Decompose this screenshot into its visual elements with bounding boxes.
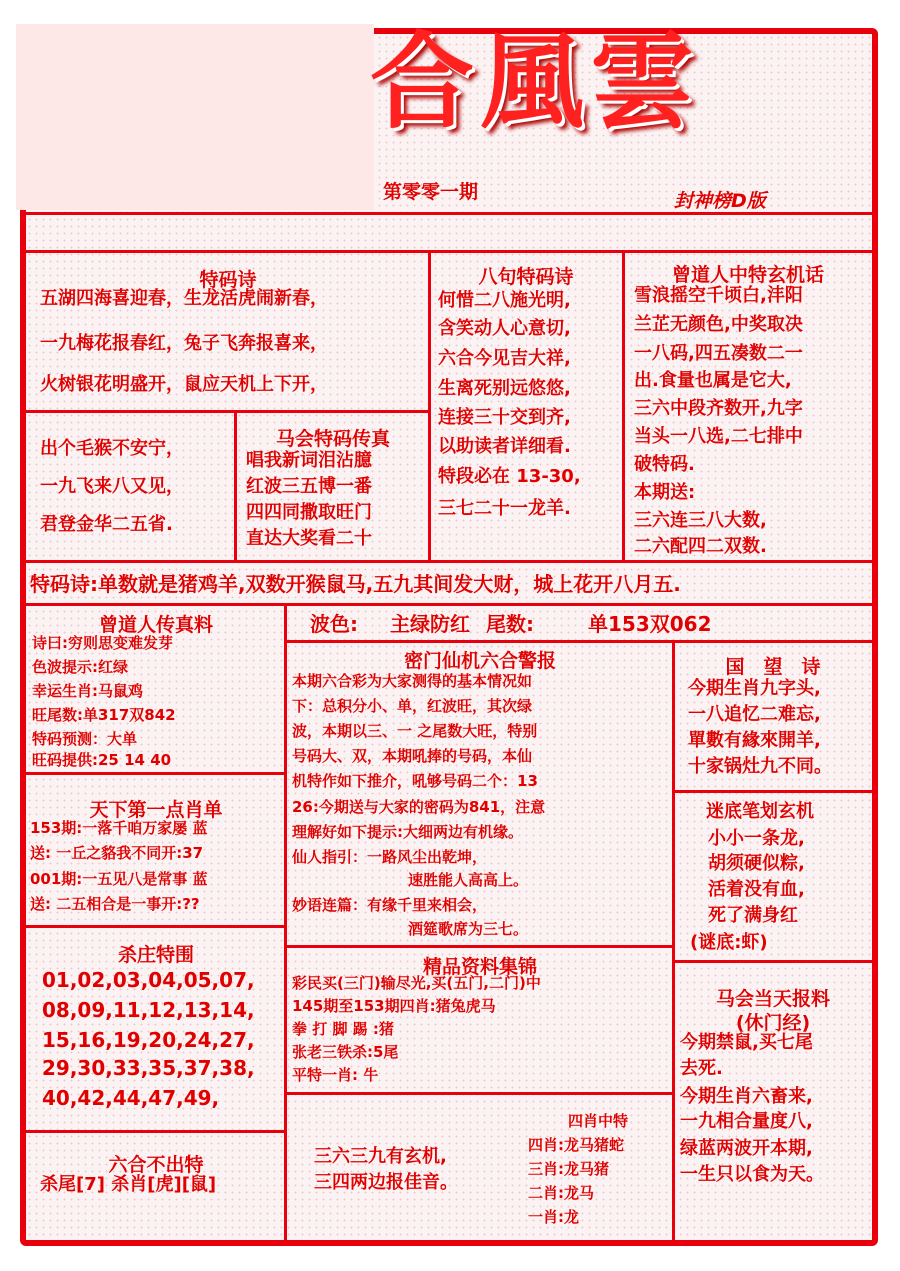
midi-line: 小小一条龙, — [708, 828, 805, 849]
sixiao-line: 四肖:龙马猪蛇 — [528, 1136, 624, 1154]
maohou-line: 君登金华二五省. — [40, 514, 173, 535]
tianxia-line: 153期:一落千咱万家屡 蓝 — [30, 819, 208, 837]
divider — [428, 250, 431, 562]
divider — [26, 250, 872, 253]
divider — [26, 772, 286, 775]
zengdaoren-xuanji-line: 一八码,四五凑数二一 — [634, 343, 803, 364]
zengdaoren-chuanzhen-title: 曾道人传真料 — [98, 614, 213, 636]
guowang-title: 国 望 诗 — [725, 656, 821, 678]
mimen-line: 26:今期送与大家的密码为841，注意 — [292, 798, 546, 816]
bajv-line: 以助读者详细看. — [438, 436, 571, 457]
zengdaoren-chuanzhen-line: 旺码提供:25 14 40 — [32, 751, 172, 769]
divider — [26, 212, 872, 215]
tianxia-line: 001期:一五见八是常事 蓝 — [30, 870, 208, 888]
mimen-line: 仙人指引：一路风尘出乾坤， — [292, 848, 488, 866]
zengdaoren-xuanji-line: 兰芷无颜色,中奖取决 — [634, 314, 803, 335]
zengdaoren-chuanzhen-line: 幸运生肖:马鼠鸡 — [32, 682, 143, 700]
divider — [26, 560, 872, 563]
jingpin-line: 拳 打 脚 踢 :猪 — [292, 1020, 394, 1038]
jingpin-line: 平特一肖: 牛 — [292, 1066, 379, 1084]
bajv-line: 生离死别远悠悠, — [438, 378, 571, 399]
divider — [672, 790, 872, 793]
maohou-line: 一九飞来八又见， — [40, 476, 184, 497]
mahui-chuanzhen-line: 四四同撒取旺门 — [246, 502, 372, 523]
guowang-line: 單數有緣來開羊, — [688, 730, 821, 751]
bajv-line: 连接三十交到齐, — [438, 407, 571, 428]
shazhuang-line: 15,16,19,20,24,27, — [42, 1028, 255, 1052]
shazhuang-title: 杀庄特围 — [117, 944, 194, 966]
maohou-line: 出个毛猴不安宁， — [40, 438, 184, 459]
divider — [622, 250, 625, 562]
bajv-line: 三七二十一龙羊. — [438, 498, 571, 519]
divider — [284, 945, 674, 948]
sanliu-line: 三四两边报佳音。 — [314, 1172, 458, 1193]
jingpin-line: 145期至153期四肖:猪兔虎马 — [292, 997, 496, 1015]
jingpin-line: 张老三铁杀:5尾 — [292, 1043, 399, 1061]
masthead-logo: 合風雲 — [370, 20, 701, 143]
sanliu-line: 三六三九有玄机, — [314, 1146, 447, 1167]
buchute-title: 六合不出特 — [108, 1154, 204, 1176]
tianxia-line: 送: 一丘之貉我不同开:37 — [30, 844, 204, 862]
zengdaoren-chuanzhen-line: 色波提示:红绿 — [32, 658, 128, 676]
tema-shi-banner: 特码诗:单数就是猪鸡羊,双数开猴鼠马,五九其间发大财，城上花开八月五. — [30, 572, 681, 596]
mimen-title: 密门仙机六合警报 — [403, 650, 556, 672]
mimen-line: 理解好如下提示:大细两边有机缘。 — [292, 823, 524, 841]
bajv-line: 特段必在 13-30, — [438, 466, 581, 487]
zengdaoren-chuanzhen-line: 旺尾数:单317双842 — [32, 706, 176, 724]
zengdaoren-xuanji-line: 三六中段齐数开,九字 — [634, 398, 803, 419]
bajv-line: 含笑动人心意切, — [438, 318, 571, 339]
mahui-baoliao-line: 一九相合量度八, — [680, 1111, 813, 1132]
guowang-line: 今期生肖九字头, — [688, 678, 821, 699]
bose-value: 主绿防红 — [390, 612, 470, 636]
divider — [672, 960, 872, 963]
tianxia-title: 天下第一点肖单 — [89, 799, 223, 821]
shazhuang-line: 29,30,33,35,37,38, — [42, 1056, 255, 1080]
sixiao-title: 四肖中特 — [568, 1112, 629, 1130]
mimen-line: 号码大、双，本期吼捧的号码，本仙 — [292, 747, 533, 765]
bose-label: 波色: — [310, 612, 358, 636]
bajv-title: 八句特码诗 — [478, 266, 574, 288]
mimen-line: 本期六合彩为大家测得的基本情况如 — [292, 672, 533, 690]
tianxia-line: 送: 二五相合是一事开:?? — [30, 895, 200, 913]
mahui-baoliao-line: 绿蓝两波开本期, — [680, 1138, 813, 1159]
midi-line: (谜底:虾) — [690, 932, 768, 953]
mahui-baoliao-line: 今期禁鼠,买七尾 — [680, 1032, 813, 1053]
divider — [26, 410, 430, 413]
divider — [672, 640, 675, 1243]
mimen-line: 波，本期以三、一 之尾数大旺，特别 — [292, 722, 538, 740]
buchute-line: 杀尾[7] 杀肖[虎][鼠] — [40, 1174, 217, 1195]
divider — [234, 410, 237, 562]
tema-shi-line: 一九梅花报春红，兔子飞奔报喜来， — [40, 333, 328, 354]
mahui-baoliao-title: 马会当天报料 — [715, 988, 830, 1010]
issue-number: 第零零一期 — [383, 181, 479, 203]
shazhuang-line: 01,02,03,04,05,07, — [42, 968, 255, 992]
mahui-chuanzhen-title: 马会特码传真 — [275, 428, 390, 450]
midi-line: 迷底笔划玄机 — [706, 801, 814, 822]
sixiao-line: 三肖:龙马猪 — [528, 1160, 609, 1178]
jingpin-line: 彩民买(三门)输尽光,买(五门,二门)中 — [292, 974, 541, 992]
mimen-line: 妙语连篇：有缘千里来相会， — [292, 896, 488, 914]
divider — [26, 925, 286, 928]
mimen-line: 机特作如下推介，吼够号码二个：13 — [292, 772, 538, 790]
divider — [26, 1130, 286, 1133]
shazhuang-line: 40,42,44,47,49, — [42, 1086, 220, 1110]
divider — [284, 640, 872, 643]
guowang-line: 一八追忆二难忘, — [688, 704, 821, 725]
mimen-line: 酒筵歌席为三七。 — [408, 920, 529, 938]
tema-shi-line: 火树银花明盛开，鼠应天机上下开， — [40, 374, 328, 395]
mahui-chuanzhen-line: 唱我新词泪沾臆 — [246, 450, 372, 471]
jingpin-title: 精品资料集锦 — [422, 956, 537, 978]
edition-label: 封神榜D版 — [674, 190, 766, 212]
shazhuang-line: 08,09,11,12,13,14, — [42, 998, 255, 1022]
tail-value: 单153双062 — [588, 612, 712, 636]
mahui-baoliao-line: 去死. — [680, 1058, 723, 1079]
zengdaoren-xuanji-title: 曾道人中特玄机话 — [671, 264, 824, 286]
zengdaoren-xuanji-line: 三六连三八大数, — [634, 510, 767, 531]
mahui-baoliao-line: 一生只以食为天。 — [680, 1164, 824, 1185]
zengdaoren-xuanji-line: 出.食量也属是它大, — [634, 370, 792, 391]
tema-shi-line: 五湖四海喜迎春，生龙活虎闹新春， — [40, 288, 328, 309]
mimen-line: 下：总积分小、单，红波旺，其次绿 — [292, 697, 533, 715]
zengdaoren-xuanji-line: 当头一八选,二七排中 — [634, 426, 803, 447]
midi-line: 死了满身红 — [708, 905, 798, 926]
mahui-baoliao-subtitle: (休门经) — [735, 1012, 811, 1034]
midi-line: 活着没有血, — [708, 879, 805, 900]
zengdaoren-chuanzhen-line: 特码预测：大单 — [32, 730, 138, 748]
guowang-line: 十家锅灶九不同。 — [688, 756, 832, 777]
divider — [26, 603, 872, 606]
zengdaoren-xuanji-line: 本期送: — [634, 482, 696, 503]
mimen-line: 速胜能人高高上。 — [408, 871, 529, 889]
zengdaoren-xuanji-line: 破特码. — [634, 454, 695, 475]
sixiao-line: 一肖:龙 — [528, 1208, 579, 1226]
mahui-chuanzhen-line: 红波三五博一番 — [246, 476, 372, 497]
mahui-baoliao-line: 今期生肖六畜来, — [680, 1086, 813, 1107]
sixiao-line: 二肖:龙马 — [528, 1184, 594, 1202]
tema-shi-title: 特码诗 — [199, 269, 257, 291]
zengdaoren-chuanzhen-line: 诗曰:穷则思变难发芽 — [32, 634, 173, 652]
masked-area — [16, 24, 374, 210]
zengdaoren-xuanji-line: 二六配四二双数. — [634, 536, 767, 557]
bajv-line: 何惜二八施光明, — [438, 290, 571, 311]
mahui-chuanzhen-line: 直达大奖看二十 — [246, 528, 372, 549]
divider — [284, 603, 287, 1243]
zengdaoren-xuanji-line: 雪浪摇空千顷白,沣阳 — [634, 285, 803, 306]
midi-line: 胡须硬似粽, — [708, 853, 805, 874]
tail-label: 尾数: — [486, 612, 534, 636]
divider — [284, 1092, 674, 1095]
bajv-line: 六合今见吉大祥, — [438, 348, 571, 369]
